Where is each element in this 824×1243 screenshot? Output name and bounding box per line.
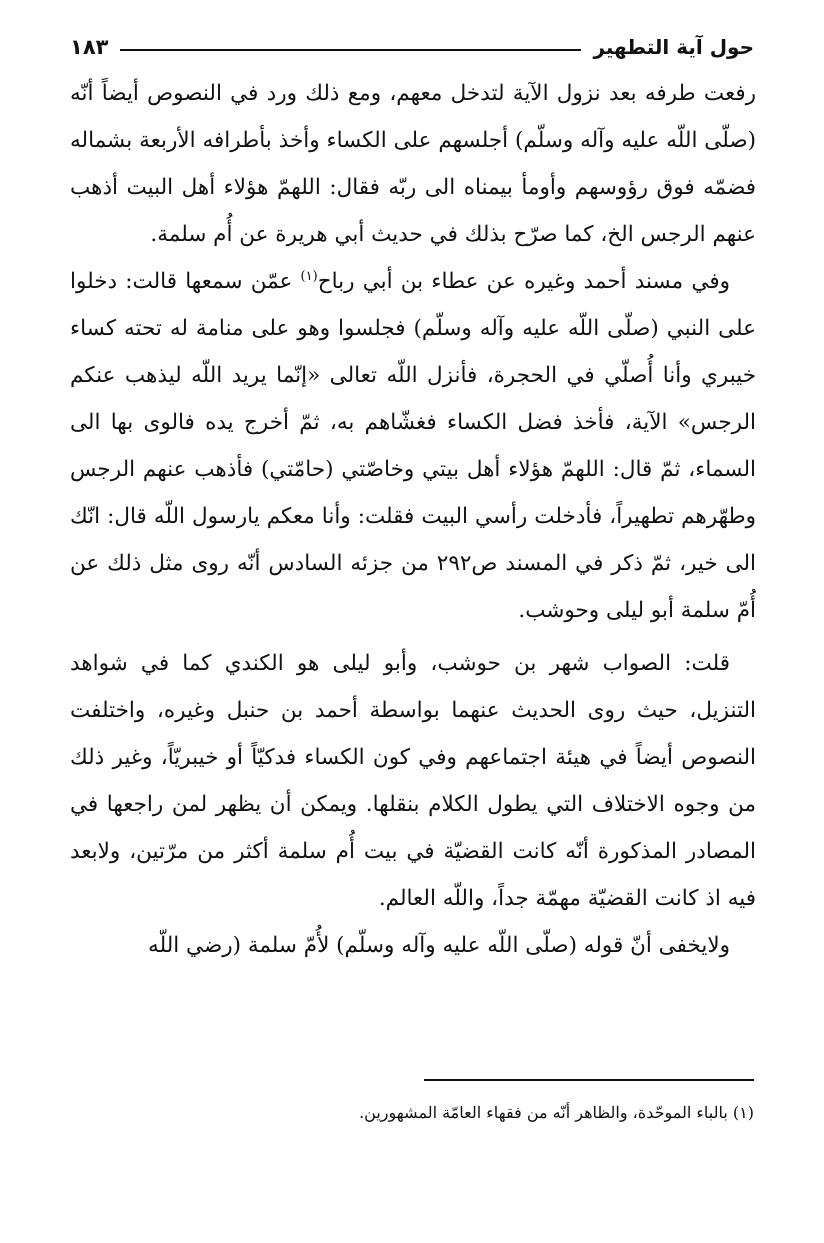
running-title: حول آية التطهير — [593, 35, 754, 59]
paragraph-qultu — [70, 640, 756, 922]
paragraph-text: قلت: الصواب شهر بن حوشب، وأبو ليلى هو الكندي كما في شواهد التنزيل، حيث روى الحديث عنهما بواسطة أحمد بن حنبل وغيره، واختلفت النصوص أيضاً في هيئة اجتماعهم وفي كون الكساء فدكيّاً أو خيبريّاً، وغير ذلك من وجوه الاختلاف التي يطول الكلام بنقلها. ويمكن أن يظهر لمن راجعها في المصادر المذكورة أنّه كانت القضيّة في بيت أُم سلمة أكثر من مرّتين، ولابعد فيه اذ كانت القضيّة مهمّة جداً، واللّه العالم. — [70, 651, 756, 911]
paragraph-musnad-ahmad — [70, 258, 756, 634]
body-text — [70, 70, 756, 969]
running-head — [70, 30, 754, 64]
page-number: ١٨٣ — [70, 35, 109, 59]
footnote-separator — [424, 1079, 754, 1081]
paragraph-continuation — [70, 70, 756, 258]
footnote-reference: (١) — [300, 268, 318, 284]
paragraph-text: عمّن سمعها قالت: دخلوا على النبي (صلّى اللّه عليه وآله وسلّم) فجلسوا وهو على منامة له تحته كساء خيبري وأنا أُصلّي في الحجرة، فأنزل اللّه تعالى «إنّما يريد اللّه ليذهب عنكم الرجس» الآية، فأخذ فضل الكساء فغشّاهم به، ثمّ أخرج يده فالوى بها الى السماء، ثمّ قال: اللهمّ هؤلاء أهل بيتي وخاصّتي (حامّتي) فأذهب عنهم الرجس وطهّرهم تطهيراً، فأدخلت رأسي البيت فقلت: وأنا معكم يارسول اللّه قال: انّك الى خير، ثمّ ذكر في المسند ص٢٩٢ من جزئه السادس أنّه روى مثل ذلك عن أُمّ سلمة أبو ليلى وحوشب. — [70, 269, 757, 623]
paragraph-text: رفعت طرفه بعد نزول الآية لتدخل معهم، ومع ذلك ورد في النصوص أيضاً أنّه (صلّى اللّه عليه وآله وسلّم) أجلسهم على الكساء وأخذ بأطرافه الأربعة بشماله فضمّه فوق رؤوسهم وأومأ بيمناه الى ربّه فقال: اللهمّ هؤلاء أهل البيت أذهب عنهم الرجس الخ، كما صرّح بذلك في حديث أبي هريرة عن أُم سلمة. — [70, 81, 756, 247]
header-rule — [120, 49, 581, 51]
footnote — [70, 1100, 754, 1126]
footnote-text: (١) بالباء الموحّدة، والظاهر أنّه من فقهاء العامّة المشهورين. — [359, 1103, 754, 1122]
paragraph-text: ولايخفى أنّ قوله (صلّى اللّه عليه وآله وسلّم) لأُمّ سلمة (رضي اللّه — [148, 933, 730, 958]
paragraph-text: وفي مسند أحمد وغيره عن عطاء بن أبي رباح — [317, 269, 730, 294]
paragraph-la-yakhfa — [70, 922, 756, 969]
